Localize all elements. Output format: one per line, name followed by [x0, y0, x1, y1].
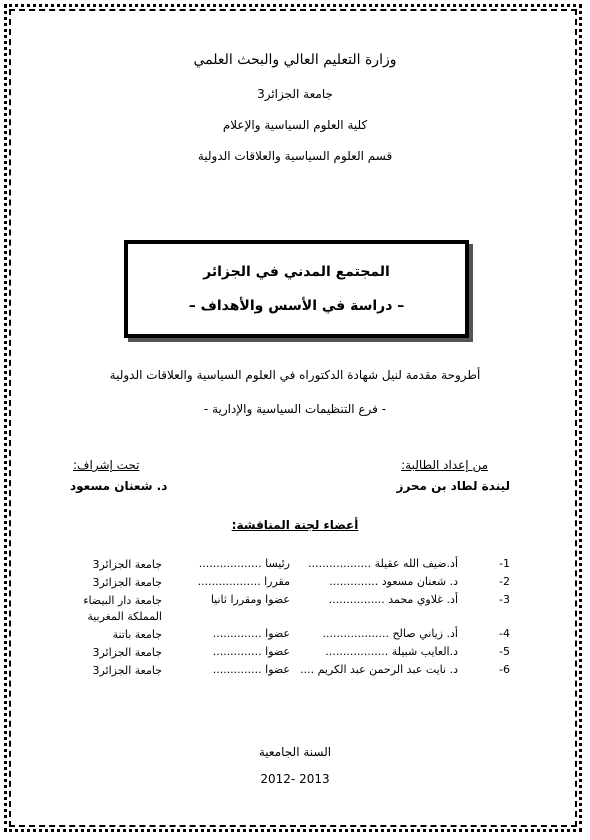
member-number: -4: [499, 627, 510, 640]
prepared-by-label: من إعداد الطالبة:: [401, 458, 488, 472]
member-university: جامعة الجزائر3: [92, 664, 162, 677]
member-role: مقررا ..................: [197, 575, 290, 588]
member-university: جامعة الجزائر3: [92, 558, 162, 571]
committee-member-row: [0, 557, 590, 575]
university-name: جامعة الجزائر3: [257, 87, 333, 101]
member-name: د. شعنان مسعود ..............: [329, 575, 458, 588]
member-number: -3: [499, 593, 510, 606]
member-university: جامعة باتنة: [112, 628, 162, 641]
member-role: عضوا ..............: [212, 645, 290, 658]
supervisor-name: د. شعنان مسعود: [70, 479, 168, 493]
faculty-name: كلية العلوم السياسية والإعلام: [222, 118, 368, 132]
thesis-subtitle: – دراسة في الأسس والأهداف –: [188, 298, 405, 314]
thesis-branch: - فرع التنظيمات السياسية والإدارية -: [203, 402, 387, 416]
committee-member-row: [0, 575, 590, 593]
member-university: جامعة الجزائر3: [92, 646, 162, 659]
member-role: رئيسا ..................: [198, 557, 290, 570]
member-name: أد. زياني صالح ...................: [322, 627, 458, 640]
thesis-description: أطروحة مقدمة لنيل شهادة الدكتوراه في العلوم السياسية والعلاقات الدولية: [109, 368, 481, 382]
member-name: د. نايت عبد الرحمن عبد الكريم ....: [300, 663, 458, 676]
committee-member-row: [0, 593, 590, 623]
department-name: قسم العلوم السياسية والعلاقات الدولية: [197, 149, 393, 163]
member-number: -1: [499, 557, 510, 570]
committee-member-row: [0, 663, 590, 681]
member-number: -6: [499, 663, 510, 676]
academic-year: 2013 -2012: [260, 772, 330, 786]
member-name: أد. غلاوي محمد ................: [328, 593, 458, 606]
member-university: جامعة دار البيضاء المملكة المغربية: [83, 594, 162, 623]
member-role: عضوا ..............: [212, 627, 290, 640]
member-number: -5: [499, 645, 510, 658]
member-role: عضوا ..............: [212, 663, 290, 676]
academic-year-label: السنة الجامعية: [258, 745, 332, 759]
member-name: د.العايب شبيلة ..................: [325, 645, 458, 658]
member-role: عضوا ومقررا ثانيا: [210, 593, 290, 606]
student-name: ليندة لطاد بن محرز: [396, 479, 510, 493]
committee-member-row: [0, 645, 590, 663]
thesis-title: المجتمع المدني في الجزائر: [203, 264, 390, 280]
committee-member-row: [0, 627, 590, 645]
thesis-title-box: [124, 240, 469, 338]
supervised-by-label: تحت إشراف:: [73, 458, 140, 472]
member-university: جامعة الجزائر3: [92, 576, 162, 589]
member-number: -2: [499, 575, 510, 588]
ministry-name: وزارة التعليم العالي والبحث العلمي: [193, 52, 397, 68]
member-name: أد.ضيف الله عقيلة ..................: [308, 557, 458, 570]
committee-heading: أعضاء لجنة المناقشة:: [231, 518, 359, 532]
